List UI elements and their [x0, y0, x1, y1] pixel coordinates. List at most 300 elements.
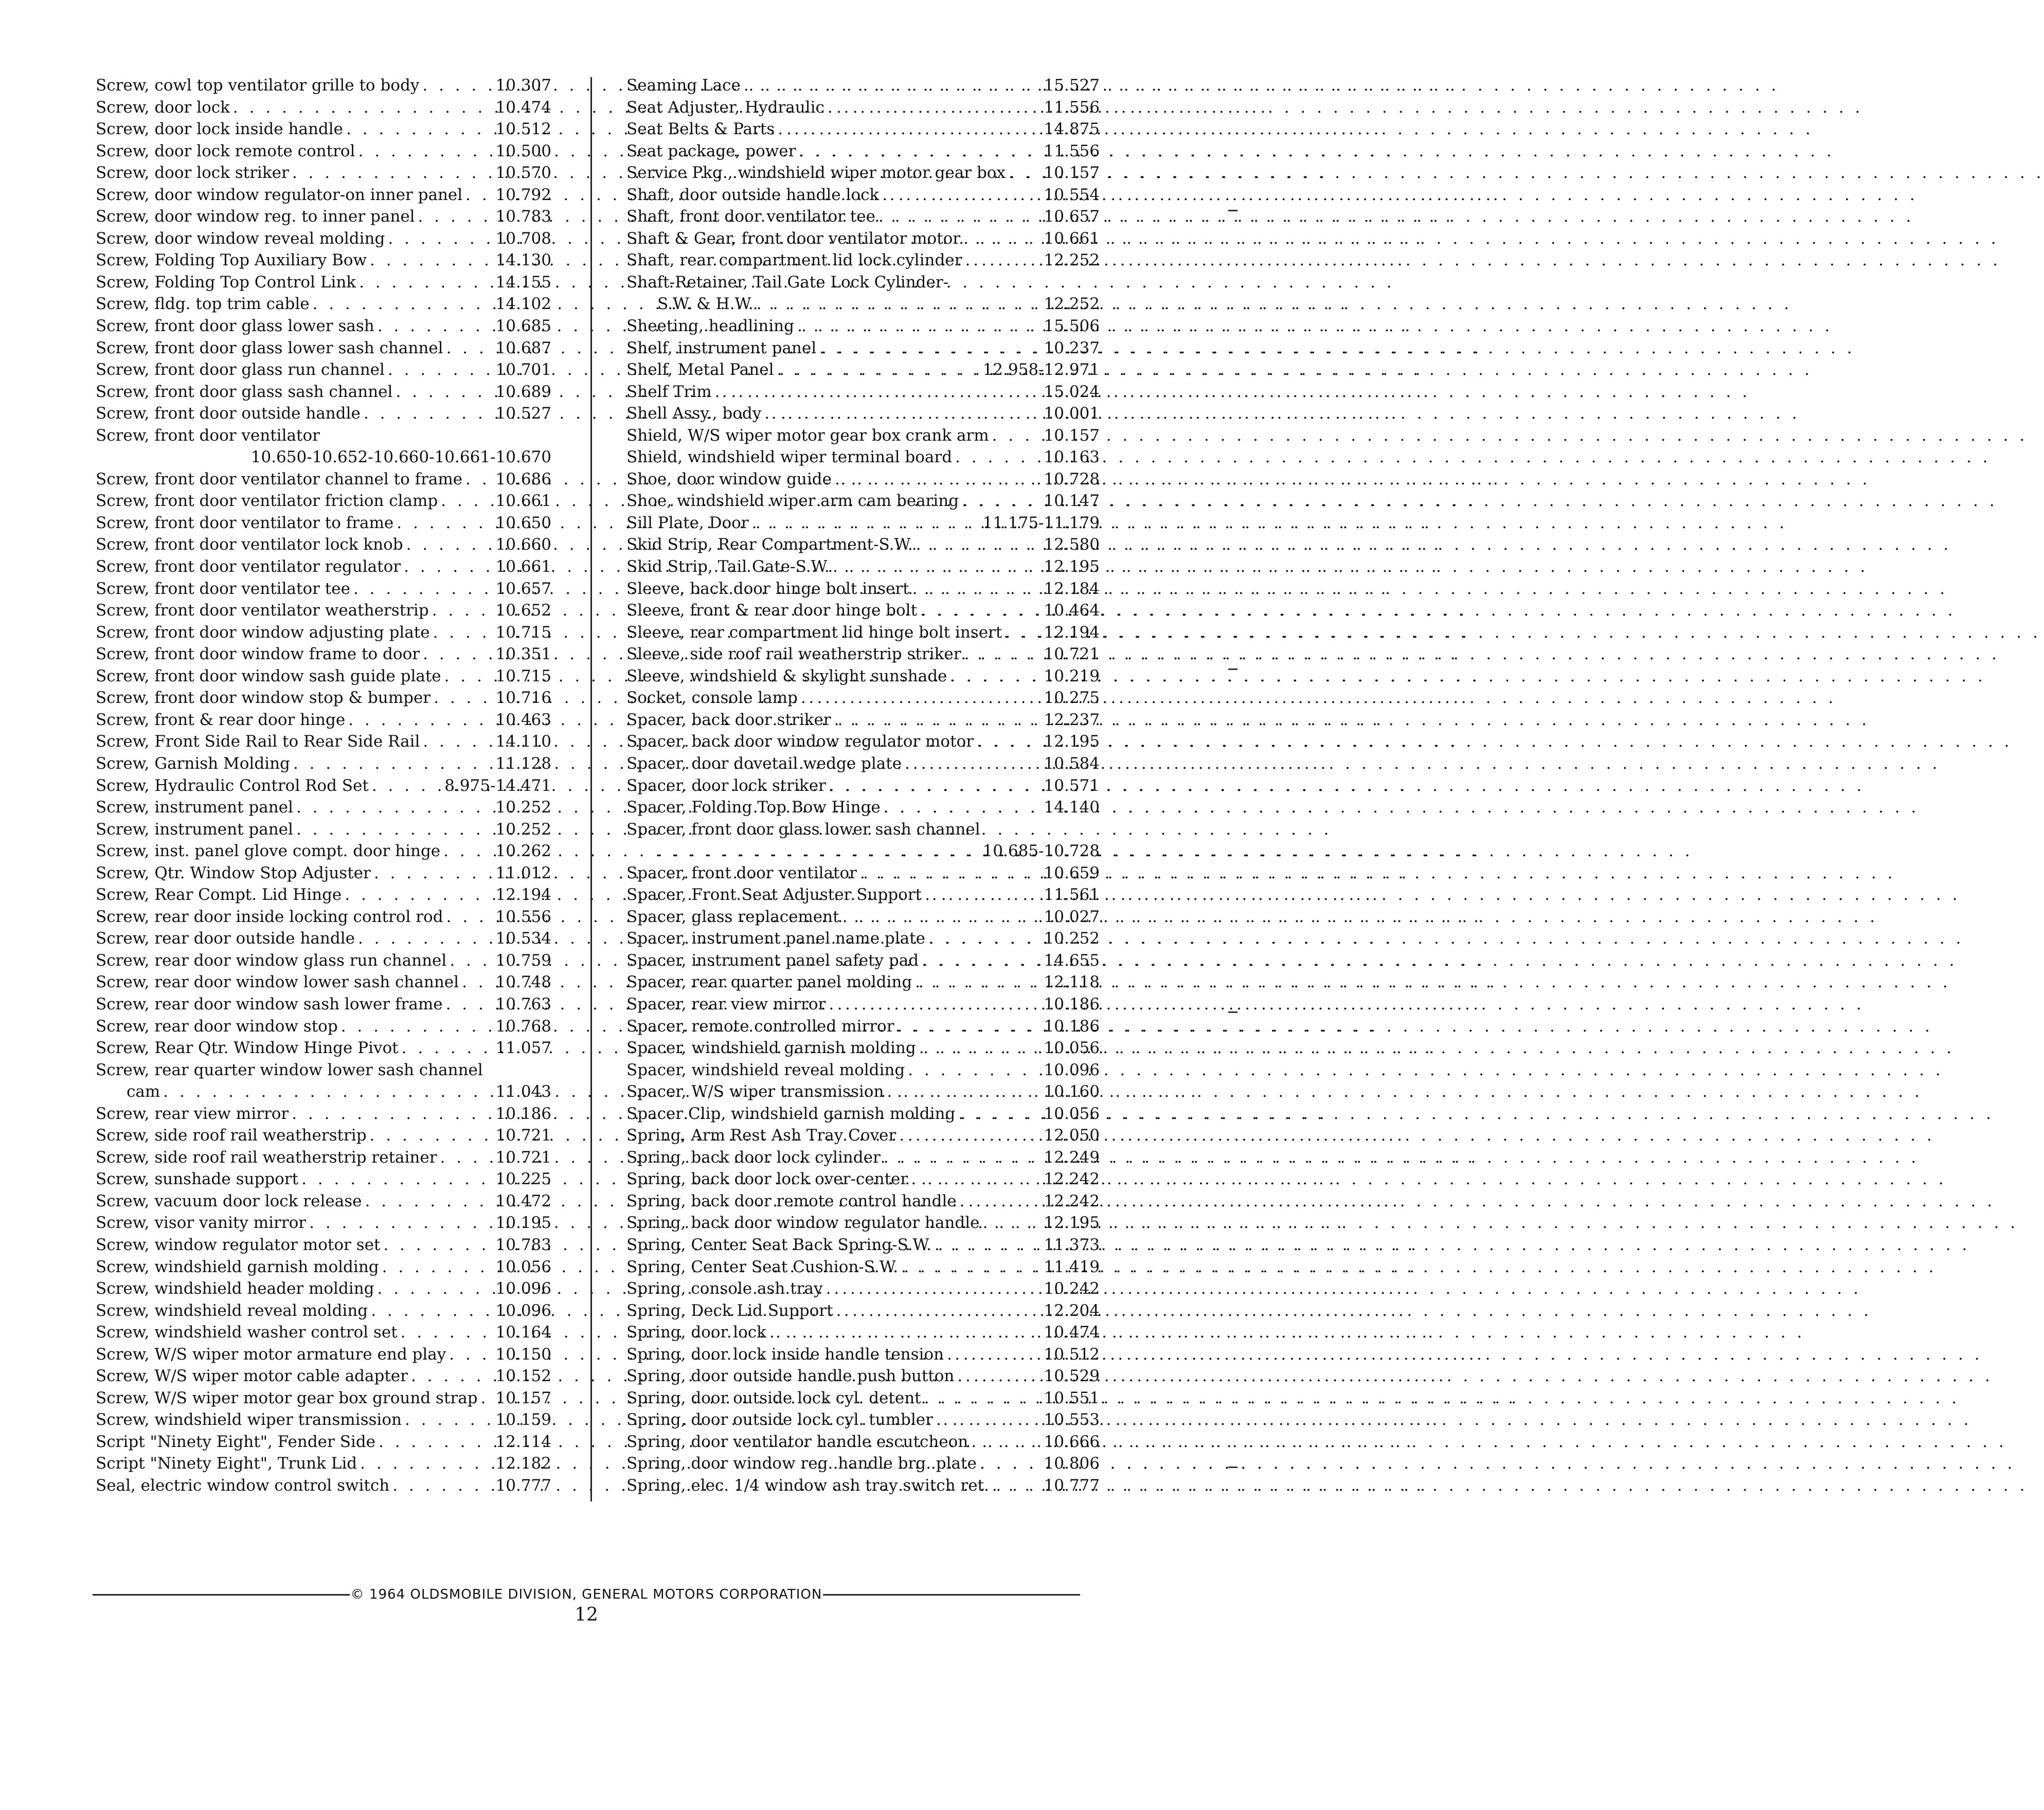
entry-label: Spring, Arm Rest Ash Tray Cover	[626, 1126, 897, 1145]
entry-page-ref: 11.419	[1044, 1257, 1100, 1276]
dot-leader	[443, 906, 496, 928]
entry-page-ref: 10.186	[1044, 994, 1100, 1013]
entry-label: Seat package, power	[626, 141, 796, 160]
entry-label: Sleeve, rear compartment lid hinge bolt insert	[626, 623, 1002, 642]
dot-leader	[379, 1256, 496, 1278]
footer	[93, 1587, 1080, 1602]
entry-page-ref: 10.096	[1044, 1060, 1100, 1079]
index-entry	[96, 600, 551, 622]
entry-label: Screw, rear door outside handle	[96, 929, 355, 948]
entry-label: Spacer, Front Seat Adjuster Support	[626, 885, 922, 904]
index-entry	[96, 446, 551, 468]
dot-leader	[478, 1387, 496, 1409]
entry-page-ref: 15.024	[1044, 382, 1100, 401]
entry-label: Screw, door window reveal molding	[96, 229, 385, 248]
index-entry	[626, 1168, 1100, 1190]
entry-label: Screw, windshield reveal molding	[96, 1301, 368, 1320]
index-entry	[626, 446, 1100, 468]
dot-leader	[415, 206, 496, 228]
entry-label: Screw, rear door window glass run channel	[96, 951, 447, 970]
entry-label: Shield, W/S wiper motor gear box crank arm	[626, 426, 989, 445]
entry-page-ref: 14.155	[495, 273, 551, 292]
dot-leader	[980, 1212, 1044, 1234]
dot-leader	[355, 140, 495, 162]
dot-leader	[462, 468, 495, 491]
entry-label: Spring, back door lock over-center	[626, 1170, 908, 1189]
dot-leader	[839, 906, 1044, 928]
index-entry	[626, 140, 1100, 162]
dot-leader	[959, 490, 1044, 512]
margin-tick	[1228, 210, 1238, 211]
entry-page-ref: 10.650-10.652-10.660-10.661-10.670	[250, 448, 551, 467]
dot-leader	[1002, 622, 1044, 644]
index-entry	[626, 1037, 1100, 1059]
entry-label: Seat Belts & Parts	[626, 120, 775, 139]
entry-page-ref: 10.721	[1044, 645, 1100, 664]
entry-page-ref: 10.661	[1044, 229, 1100, 248]
entry-page-ref: 12.194	[495, 885, 551, 904]
entry-page-ref: 10.657	[1044, 207, 1100, 226]
index-entry	[626, 381, 1100, 403]
entry-label: Sill Plate, Door	[626, 513, 749, 532]
entry-label: Spacer, windshield reveal molding	[626, 1060, 905, 1079]
index-entry	[96, 162, 551, 184]
dot-leader	[881, 1147, 1044, 1169]
index-entry	[96, 687, 551, 709]
entry-label: Script "Ninety Eight", Trunk Lid	[96, 1454, 357, 1473]
index-entry	[96, 1453, 551, 1475]
entry-page-ref: 10.500	[495, 141, 551, 160]
entry-page-ref: 12.958-12.971	[982, 360, 1100, 379]
dot-leader	[401, 556, 495, 578]
index-entry	[626, 272, 1100, 294]
footer-rule-right	[823, 1594, 1080, 1596]
dot-leader	[754, 293, 1044, 315]
entry-label: Screw, front door ventilator weatherstrip	[96, 601, 429, 620]
entry-label: Screw, rear door window lower sash channel	[96, 973, 459, 992]
entry-page-ref: 10.570	[495, 164, 551, 183]
dot-leader	[875, 206, 1044, 228]
index-entry	[96, 819, 551, 841]
entry-page-ref: 10.650	[495, 513, 551, 532]
entry-page-ref: 10.685-10.728	[982, 842, 1100, 861]
entry-label: Screw, front door glass sash channel	[96, 382, 393, 401]
entry-label: Screw, front door glass lower sash channel	[96, 338, 443, 357]
index-entry	[96, 950, 551, 972]
index-entry	[96, 1212, 551, 1234]
entry-label: Screw, window regulator motor set	[96, 1235, 381, 1254]
entry-page-ref: 10.657	[495, 579, 551, 598]
dot-leader	[826, 993, 1044, 1016]
index-entry	[96, 1125, 551, 1147]
entry-page-ref: 10.157	[1044, 164, 1100, 183]
dot-leader	[961, 643, 1044, 665]
index-entry	[626, 993, 1100, 1016]
entry-label: Screw, cowl top ventilator grille to body	[96, 76, 420, 95]
dot-leader	[741, 75, 1044, 97]
entry-page-ref: 10.163	[1044, 448, 1100, 467]
dot-leader	[879, 184, 1044, 206]
index-entry	[626, 293, 1100, 315]
index-entry	[626, 1409, 1100, 1431]
dot-leader	[345, 709, 495, 731]
entry-page-ref: 10.164	[495, 1323, 551, 1342]
entry-page-ref: 14.110	[495, 732, 551, 751]
entry-label: Screw, Rear Qtr. Window Hinge Pivot	[96, 1039, 399, 1058]
index-entry	[626, 1256, 1100, 1278]
footer-rule-left	[93, 1594, 350, 1596]
index-entry	[626, 1344, 1100, 1366]
index-entry	[96, 622, 551, 644]
dot-leader	[350, 578, 496, 600]
dot-leader	[230, 97, 496, 119]
dot-leader	[419, 75, 495, 97]
entry-label: Script "Ninety Eight", Fender Side	[96, 1432, 376, 1451]
index-entry	[626, 884, 1100, 906]
index-entry	[96, 993, 551, 1016]
entry-label: Spring, door ventilator handle escutcheon	[626, 1432, 969, 1451]
entry-page-ref: 10.001	[1044, 404, 1100, 423]
entry-page-ref: 10.556	[495, 907, 551, 926]
dot-leader	[367, 1125, 496, 1147]
index-entry	[626, 1278, 1100, 1300]
entry-page-ref: 11.012	[495, 863, 551, 882]
dot-leader	[355, 928, 496, 950]
entry-label: Spring, Center Seat Back Spring-S.W.	[626, 1235, 931, 1254]
dot-leader	[430, 622, 496, 644]
entry-label: Screw, front door ventilator channel to frame	[96, 469, 463, 488]
dot-leader	[374, 315, 496, 337]
dot-leader	[403, 534, 496, 556]
dot-leader	[310, 293, 496, 315]
entry-label: Shoe, door window guide	[626, 469, 832, 488]
entry-page-ref: 12.204	[1044, 1301, 1100, 1320]
entry-page-ref: 14.655	[1044, 951, 1100, 970]
index-entry	[96, 490, 551, 512]
margin-tick	[1228, 1467, 1238, 1468]
index-entry	[96, 381, 551, 403]
column-divider	[590, 77, 592, 1501]
entry-page-ref: 12.195	[1044, 1214, 1100, 1233]
entry-page-ref: 14.875	[1044, 120, 1100, 139]
entry-page-ref: 15.527	[1044, 76, 1100, 95]
index-entry	[96, 1344, 551, 1366]
entry-page-ref: 10.554	[1044, 185, 1100, 204]
index-entry	[626, 1081, 1100, 1103]
dot-leader	[361, 403, 496, 425]
dot-leader	[912, 971, 1044, 993]
index-entry	[96, 97, 551, 119]
entry-label: Screw, door window regulator-on inner panel	[96, 185, 463, 204]
entry-page-ref: 14.130	[495, 251, 551, 270]
index-entry	[96, 928, 551, 950]
entry-label: Screw, Qtr. Window Stop Adjuster	[96, 863, 371, 882]
index-entry	[96, 1037, 551, 1059]
dot-leader	[823, 1278, 1044, 1300]
entry-page-ref: 10.307	[495, 76, 551, 95]
entry-page-ref: 10.157	[1044, 426, 1100, 445]
entry-page-ref: 11.556	[1044, 141, 1100, 160]
entry-page-ref: 10.186	[495, 1104, 551, 1123]
dot-leader	[374, 1278, 496, 1300]
dot-leader	[898, 1256, 1044, 1278]
index-entry	[626, 709, 1100, 731]
copyright-notice: © 1964 OLDSMOBILE DIVISION, GENERAL MOTORS CORPORATION	[350, 1587, 822, 1602]
entry-label: Screw, door lock	[96, 98, 230, 117]
index-entry	[96, 184, 551, 206]
entry-page-ref: 12.182	[495, 1454, 551, 1473]
index-entry	[96, 1300, 551, 1322]
dot-leader	[371, 862, 496, 884]
entry-label: Screw, Rear Compt. Lid Hinge	[96, 885, 342, 904]
index-entry	[626, 643, 1100, 665]
entry-label: Service Pkg., windshield wiper motor gear box	[626, 164, 1006, 183]
index-entry	[626, 184, 1100, 206]
dot-leader	[712, 381, 1044, 403]
index-entry	[96, 1475, 551, 1497]
dot-leader	[306, 1212, 495, 1234]
index-entry	[626, 206, 1100, 228]
entry-label: Sleeve, side roof rail weatherstrip striker	[626, 645, 961, 664]
entry-page-ref: 12.118	[1044, 973, 1100, 992]
entry-page-ref: 14.140	[1044, 798, 1100, 817]
entry-label: Spacer, back door striker	[626, 710, 831, 729]
entry-page-ref: 10.748	[495, 973, 551, 992]
entry-label: Spacer, Folding Top Bow Hinge	[626, 798, 881, 817]
entry-page-ref: 11.057	[495, 1039, 551, 1058]
entry-page-ref: 10.027	[1044, 907, 1100, 926]
entry-page-ref: 10.553	[1044, 1410, 1100, 1429]
entry-label: Screw, side roof rail weatherstrip retainer	[96, 1148, 437, 1167]
entry-label: Screw, rear quarter window lower sash channel	[96, 1060, 483, 1079]
entry-page-ref: 12.237	[1044, 710, 1100, 729]
dot-leader	[392, 381, 495, 403]
index-entry	[96, 1234, 551, 1256]
entry-label: Screw, rear door window stop	[96, 1017, 338, 1036]
entry-page-ref: 8.975-14.471	[444, 776, 551, 795]
margin-tick	[1228, 1011, 1238, 1013]
entry-page-ref: 12.184	[1044, 579, 1100, 598]
entry-label: Sleeve, front & rear door hinge bolt	[626, 601, 918, 620]
entry-label: Screw, front door ventilator friction clamp	[96, 492, 438, 511]
entry-page-ref: 10.152	[495, 1367, 551, 1386]
dot-leader	[955, 1103, 1044, 1125]
entry-label: Screw, front door glass lower sash	[96, 317, 374, 336]
index-entry	[96, 753, 551, 775]
dot-leader	[446, 1344, 495, 1366]
dot-leader	[160, 1081, 495, 1103]
index-entry	[96, 1081, 551, 1103]
index-entry	[626, 578, 1100, 600]
entry-page-ref: 10.056	[1044, 1039, 1100, 1058]
index-entry	[96, 862, 551, 884]
dot-leader	[826, 775, 1044, 797]
entry-page-ref: 12.050	[1044, 1126, 1100, 1145]
entry-label: Spacer, door dovetail wedge plate	[626, 754, 902, 773]
entry-label: Screw, vacuum door lock release	[96, 1191, 362, 1210]
entry-label: Screw, front & rear door hinge	[96, 710, 346, 729]
index-entry	[626, 97, 1100, 119]
entry-page-ref: 10.252	[495, 798, 551, 817]
dot-leader	[431, 687, 495, 709]
entry-label: Screw, side roof rail weatherstrip	[96, 1126, 367, 1145]
index-entry	[96, 840, 551, 862]
entry-page-ref: 10.715	[495, 623, 551, 642]
entry-label: Skid Strip, Rear Compartment-S.W.	[626, 535, 913, 554]
entry-label: Shelf, Metal Panel	[626, 360, 774, 379]
index-entry	[626, 971, 1100, 993]
dot-leader	[794, 315, 1044, 337]
dot-leader	[766, 1322, 1044, 1344]
entry-page-ref: 12.194	[1044, 623, 1100, 642]
index-entry	[626, 1453, 1100, 1475]
index-entry	[626, 1387, 1100, 1409]
entry-label: Seaming Lace	[626, 76, 741, 95]
entry-label: Spring, Deck Lid Support	[626, 1301, 833, 1320]
dot-leader	[440, 840, 495, 862]
index-entry	[626, 1103, 1100, 1125]
entry-label: Screw, sunshade support	[96, 1170, 299, 1189]
entry-label: Screw, instrument panel	[96, 820, 293, 839]
index-entry	[96, 140, 551, 162]
index-entry	[626, 403, 1100, 425]
index-entry	[96, 1059, 551, 1081]
dot-leader	[919, 950, 1044, 972]
index-entry	[96, 293, 551, 315]
index-entry	[96, 1409, 551, 1431]
entry-label: Spacer, front door ventilator	[626, 863, 857, 882]
entry-page-ref: 10.186	[1044, 1017, 1100, 1036]
index-column-left	[96, 75, 551, 1497]
entry-page-ref: 10.721	[495, 1126, 551, 1145]
entry-page-ref: 10.534	[495, 929, 551, 948]
index-entry	[96, 1147, 551, 1169]
entry-label: Spacer, remote controlled mirror	[626, 1017, 894, 1036]
dot-leader	[933, 1409, 1044, 1431]
index-entry	[96, 556, 551, 578]
entry-page-ref: 10.096	[495, 1301, 551, 1320]
index-entry	[96, 1190, 551, 1212]
dot-leader	[922, 884, 1044, 906]
dot-leader	[375, 1431, 495, 1453]
entry-label: Shield, windshield wiper terminal board	[626, 448, 953, 467]
index-entry	[626, 840, 1100, 862]
index-entry	[96, 1431, 551, 1453]
dot-leader	[796, 140, 1044, 162]
entry-page-ref: 10.708	[495, 229, 551, 248]
entry-page-ref: 10.351	[495, 645, 551, 664]
dot-leader	[894, 1016, 1044, 1038]
index-entry	[96, 228, 551, 250]
entry-label: Screw, rear view mirror	[96, 1104, 289, 1123]
dot-leader	[989, 1475, 1044, 1497]
dot-leader	[1006, 162, 1044, 184]
index-entry	[626, 337, 1100, 359]
entry-label: Shaft, rear compartment lid lock cylinder	[626, 251, 962, 270]
entry-page-ref: 10.252	[495, 820, 551, 839]
entry-label: Sleeve, windshield & skylight sunshade	[626, 666, 947, 685]
entry-label: Screw, door window reg. to inner panel	[96, 207, 415, 226]
entry-label: Shell Assy., body	[626, 404, 762, 423]
dot-leader	[902, 753, 1044, 775]
dot-leader	[749, 512, 983, 534]
entry-label: Spacer, rear view mirror	[626, 994, 826, 1013]
index-entry	[626, 490, 1100, 512]
entry-page-ref: 11.043	[495, 1082, 551, 1101]
entry-page-ref: 10.160	[1044, 1082, 1100, 1101]
dot-leader	[290, 753, 496, 775]
entry-page-ref: 12.114	[495, 1432, 551, 1451]
entry-page-ref: 10.728	[1044, 469, 1100, 488]
entry-label: Shelf, instrument panel	[626, 338, 817, 357]
dot-leader	[443, 337, 496, 359]
entry-page-ref: 10.652	[495, 601, 551, 620]
entry-page-ref: 11.561	[1044, 885, 1100, 904]
index-entry	[626, 1059, 1100, 1081]
index-entry	[626, 1234, 1100, 1256]
index-entry	[96, 534, 551, 556]
dot-leader	[438, 490, 495, 512]
dot-leader	[626, 840, 983, 862]
entry-label: Spring, Center Seat Cushion-S.W.	[626, 1257, 899, 1276]
entry-page-ref: 11.175-11.179	[982, 513, 1100, 532]
index-entry	[96, 797, 551, 819]
dot-leader	[881, 797, 1044, 819]
index-entry	[96, 315, 551, 337]
dot-leader	[293, 797, 496, 819]
dot-leader	[960, 228, 1044, 250]
entry-label: Spring, door outside handle push button	[626, 1367, 955, 1386]
index-entry	[626, 425, 1100, 447]
dot-leader	[446, 950, 495, 972]
entry-label: Screw, front door ventilator tee	[96, 579, 350, 598]
dot-leader	[385, 359, 496, 381]
dot-leader	[908, 1168, 1044, 1190]
entry-label: Spring, door outside lock cyl. detent	[626, 1388, 921, 1407]
entry-label: Seat Adjuster, Hydraulic	[626, 98, 824, 117]
index-column-right	[626, 75, 1100, 1497]
entry-label: Shoe, windshield wiper arm cam bearing	[626, 492, 959, 511]
index-entry	[626, 1147, 1100, 1169]
entry-page-ref: 10.685	[495, 317, 551, 336]
index-entry	[96, 665, 551, 687]
index-entry	[626, 556, 1100, 578]
entry-label: Screw, windshield washer control set	[96, 1323, 398, 1342]
index-entry	[96, 578, 551, 600]
dot-leader	[909, 578, 1044, 600]
margin-tick	[1228, 668, 1238, 670]
entry-label: Screw, inst. panel glove compt. door hinge	[96, 842, 441, 861]
index-entry	[626, 731, 1100, 753]
index-entry	[96, 75, 551, 97]
entry-page-ref: 15.506	[1044, 317, 1100, 336]
entry-page-ref: 10.096	[495, 1279, 551, 1298]
entry-label: Spacer, back door window regulator motor	[626, 732, 974, 751]
index-entry	[96, 425, 551, 447]
entry-label: Spring, console ash tray	[626, 1279, 823, 1298]
entry-label: Spring, door window reg. handle brg. plate	[626, 1454, 977, 1473]
entry-label: Screw, W/S wiper motor cable adapter	[96, 1367, 408, 1386]
entry-label: Screw, windshield header molding	[96, 1279, 374, 1298]
index-entry	[96, 403, 551, 425]
entry-page-ref: 12.249	[1044, 1148, 1100, 1167]
entry-page-ref: 10.527	[495, 404, 551, 423]
entry-label: cam	[127, 1082, 160, 1101]
index-entry	[626, 622, 1100, 644]
index-entry	[626, 512, 1100, 534]
dot-leader	[293, 819, 496, 841]
entry-page-ref: 12.252	[1044, 295, 1100, 314]
